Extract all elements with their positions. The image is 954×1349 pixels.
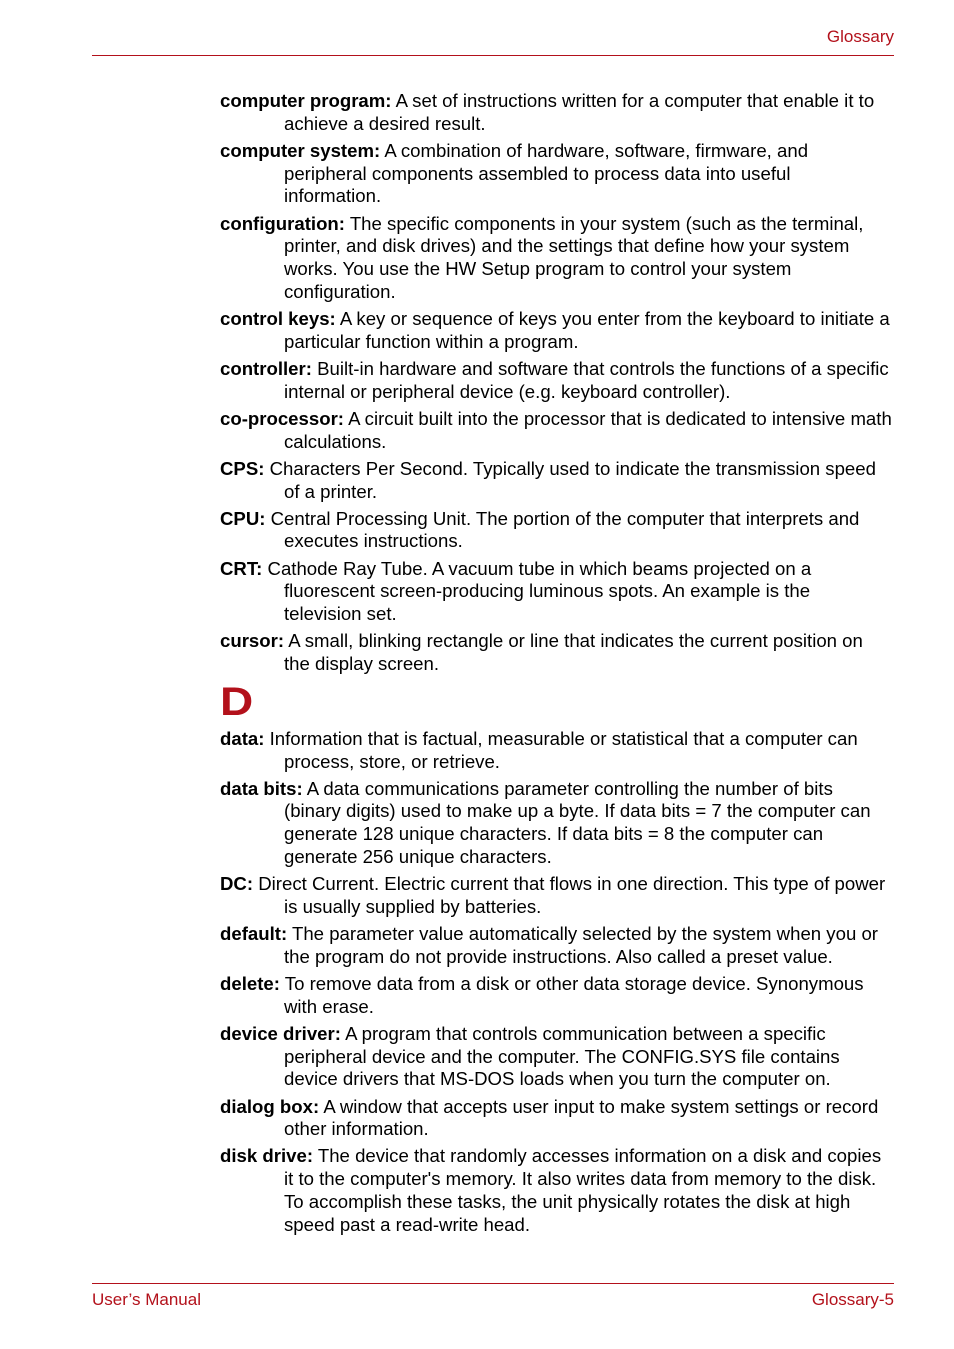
glossary-entry xyxy=(220,213,892,304)
glossary-entry xyxy=(220,308,892,354)
glossary-term: CPS: xyxy=(220,457,265,479)
glossary-term: computer program: xyxy=(220,90,392,111)
glossary-term: DC: xyxy=(220,873,254,895)
glossary-content xyxy=(220,90,892,1241)
glossary-entry xyxy=(220,1023,892,1091)
glossary-entry xyxy=(220,778,892,869)
glossary-definition: To remove data from a disk or other data storage device. Synonymous with erase. xyxy=(284,972,864,1017)
glossary-definition: A circuit built into the processor that is dedicated to intensive math calculations. xyxy=(284,407,892,452)
glossary-definition: Characters Per Second. Typically used to indicate the transmission speed of a printer. xyxy=(269,457,876,502)
glossary-entry xyxy=(220,1096,892,1142)
glossary-term: disk drive: xyxy=(220,1145,314,1167)
glossary-definition: A data communications parameter controlling the number of bits (binary digits) used to make up a byte. If data bits = 7 the computer can generate 128 unique characters. If data bits = 8 the computer can generate 256 unique characters. xyxy=(284,777,871,868)
glossary-definition: Built-in hardware and software that controls the functions of a specific internal or peripheral device (e.g. keyboard controller). xyxy=(284,357,889,402)
glossary-definition: The device that randomly accesses information on a disk and copies it to the computer's memory. It also writes data from memory to the disk. To accomplish these tasks, the unit physically rotates the disk at high speed past a read-write head. xyxy=(284,1145,882,1235)
glossary-entry xyxy=(220,508,892,554)
glossary-term: default: xyxy=(220,923,288,945)
glossary-section-c xyxy=(220,90,892,676)
glossary-term: dialog box: xyxy=(220,1095,320,1117)
glossary-term: CPU: xyxy=(220,507,266,529)
glossary-definition: A key or sequence of keys you enter from the keyboard to initiate a particular function within a program. xyxy=(284,308,890,352)
glossary-entry xyxy=(220,873,892,919)
glossary-entry xyxy=(220,973,892,1019)
glossary-term: delete: xyxy=(220,972,280,994)
glossary-section-d xyxy=(220,728,892,1237)
glossary-entry xyxy=(220,458,892,504)
glossary-definition: Information that is factual, measurable or statistical that a computer can process, store, or retrieve. xyxy=(269,727,858,772)
glossary-entry xyxy=(220,140,892,208)
glossary-entry xyxy=(220,1145,892,1236)
glossary-term: configuration: xyxy=(220,212,345,234)
glossary-term: computer system: xyxy=(220,139,381,161)
glossary-definition: A set of instructions written for a computer that enable it to achieve a desired result. xyxy=(284,90,875,134)
glossary-entry xyxy=(220,923,892,969)
footer-rule xyxy=(92,1283,894,1284)
glossary-term: control keys: xyxy=(220,308,336,330)
glossary-entry xyxy=(220,90,892,136)
section-letter-d: D xyxy=(220,679,254,724)
glossary-term: CRT: xyxy=(220,557,263,579)
glossary-entry xyxy=(220,358,892,404)
footer-manual-title: User’s Manual xyxy=(92,1290,201,1309)
glossary-definition: A window that accepts user input to make system settings or record other information. xyxy=(284,1095,879,1140)
glossary-definition: A small, blinking rectangle or line that indicates the current position on the display screen. xyxy=(284,630,863,674)
glossary-term: data: xyxy=(220,727,265,749)
glossary-entry xyxy=(220,558,892,626)
glossary-term: cursor: xyxy=(220,630,285,652)
glossary-definition: A combination of hardware, software, firmware, and peripheral components assembled to process data into useful information. xyxy=(284,139,809,207)
glossary-definition: A program that controls communication between a specific peripheral device and the computer. The CONFIG.SYS file contains device drivers that MS-DOS loads when you turn the computer on. xyxy=(284,1022,840,1090)
glossary-definition: Central Processing Unit. The portion of the computer that interprets and executes instructions. xyxy=(270,507,860,552)
glossary-definition: The parameter value automatically selected by the system when you or the program do not provide instructions. Also called a preset value. xyxy=(284,923,878,967)
glossary-term: controller: xyxy=(220,357,312,379)
glossary-definition: Cathode Ray Tube. A vacuum tube in which beams projected on a fluorescent screen-producing luminous spots. An example is the television set. xyxy=(267,557,812,625)
glossary-definition: The specific components in your system (such as the terminal, printer, and disk drives) and the settings that define how your system works. You use the HW Setup program to control your system configuration. xyxy=(284,212,864,302)
page-header-title: Glossary xyxy=(826,27,894,46)
glossary-term: co-processor: xyxy=(220,407,344,429)
footer-page-number: Glossary-5 xyxy=(811,1290,894,1309)
glossary-entry xyxy=(220,630,892,676)
glossary-entry xyxy=(220,728,892,774)
header-rule xyxy=(92,55,894,56)
glossary-term: data bits: xyxy=(220,777,303,799)
glossary-entry xyxy=(220,408,892,454)
glossary-definition: Direct Current. Electric current that flows in one direction. This type of power is usually supplied by batteries. xyxy=(258,873,886,917)
glossary-term: device driver: xyxy=(220,1022,341,1044)
